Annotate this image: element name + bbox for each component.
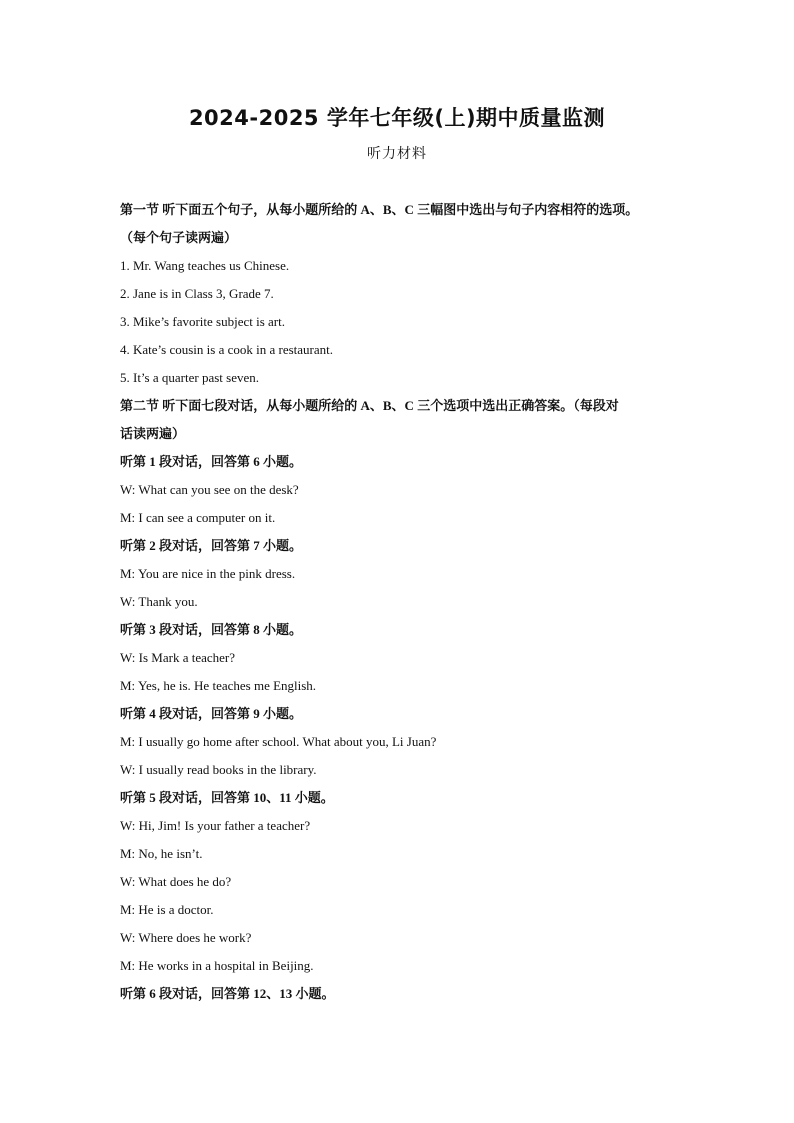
text-line: 听第 1 段对话，回答第 6 小题。 [120, 454, 303, 469]
text-line: M: He works in a hospital in Beijing. [120, 958, 314, 973]
text-line: 听第 6 段对话，回答第 12、13 小题。 [120, 986, 335, 1001]
text-line: W: What does he do? [120, 874, 232, 889]
text-line: M: Yes, he is. He teaches me English. [120, 678, 317, 693]
text-line: W: Hi, Jim! Is your father a teacher? [120, 818, 311, 833]
text-line: 2. Jane is in Class 3, Grade 7. [120, 286, 274, 301]
listening-script [120, 196, 680, 1008]
text-line: （每个句子读两遍） [120, 230, 238, 245]
text-line: 听第 3 段对话，回答第 8 小题。 [120, 622, 303, 637]
text-line: 4. Kate’s cousin is a cook in a restaurant. [120, 342, 333, 357]
text-line: 5. It’s a quarter past seven. [120, 370, 259, 385]
text-line: 听第 4 段对话，回答第 9 小题。 [120, 706, 303, 721]
text-line: W: Where does he work? [120, 930, 252, 945]
text-line: W: Is Mark a teacher? [120, 650, 236, 665]
text-line: 话读两遍） [120, 426, 186, 441]
page-title: 2024-2025 学年七年级(上)期中质量监测 [188, 106, 606, 130]
text-line: M: No, he isn’t. [120, 846, 203, 861]
text-line: M: I can see a computer on it. [120, 510, 276, 525]
text-line: 3. Mike’s favorite subject is art. [120, 314, 285, 329]
text-line: 听第 2 段对话，回答第 7 小题。 [120, 538, 303, 553]
page-subtitle: 听力材料 [367, 147, 427, 162]
text-line: M: He is a doctor. [120, 902, 214, 917]
text-line: W: What can you see on the desk? [120, 482, 299, 497]
text-line: 听第 5 段对话，回答第 10、11 小题。 [120, 790, 334, 805]
text-line: 第二节 听下面七段对话，从每小题所给的 A、B、C 三个选项中选出正确答案。（每段对 [120, 398, 619, 413]
text-line: M: You are nice in the pink dress. [120, 566, 296, 581]
text-line: 第一节 听下面五个句子，从每小题所给的 A、B、C 三幅图中选出与句子内容相符的选项。 [120, 202, 639, 217]
text-line: M: I usually go home after school. What about you, Li Juan? [120, 734, 437, 749]
text-line: W: Thank you. [120, 594, 198, 609]
text-line: W: I usually read books in the library. [120, 762, 317, 777]
text-line: 1. Mr. Wang teaches us Chinese. [120, 258, 290, 273]
